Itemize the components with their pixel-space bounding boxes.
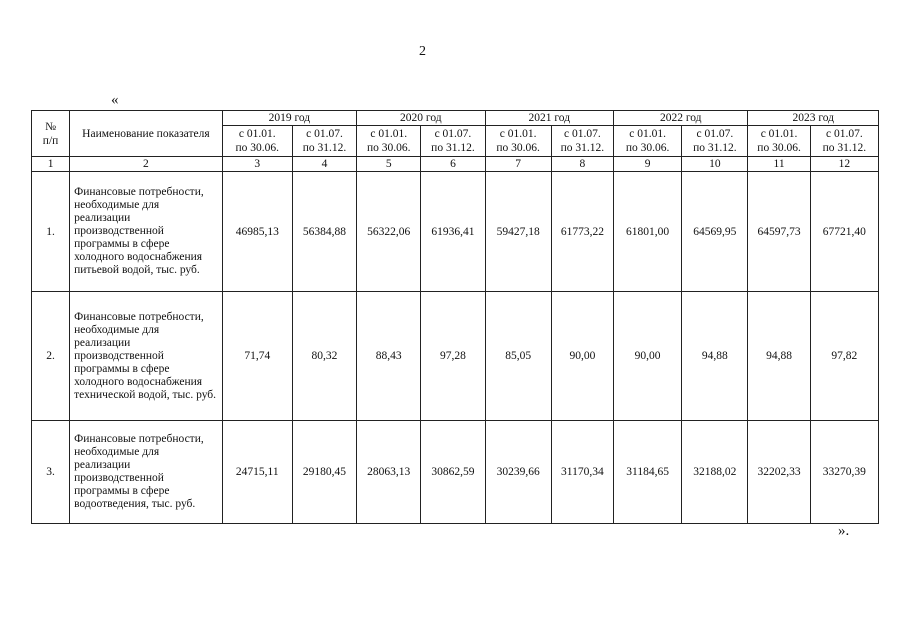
indicator-name: Финансовые потребности, необходимые для реализации производственной программы в сфере холодного водоснабжения технической водой, тыс. руб. [70, 292, 223, 421]
header-row-number-text: № п/п [42, 120, 59, 147]
value-cell: 46985,13 [222, 172, 292, 292]
header-year-2019: 2019 год [222, 111, 356, 126]
value-cell: 85,05 [485, 292, 551, 421]
column-number: 7 [485, 157, 551, 172]
header-period-first: с 01.01. по 30.06. [485, 126, 551, 157]
column-number: 1 [32, 157, 70, 172]
value-cell: 56384,88 [292, 172, 356, 292]
header-period-second: с 01.07. по 31.12. [682, 126, 748, 157]
value-cell: 56322,06 [357, 172, 421, 292]
column-number: 3 [222, 157, 292, 172]
value-cell: 97,82 [810, 292, 878, 421]
header-year-2022: 2022 год [614, 111, 748, 126]
column-number: 10 [682, 157, 748, 172]
value-cell: 90,00 [614, 292, 682, 421]
row-number: 1. [32, 172, 70, 292]
value-cell: 64597,73 [748, 172, 810, 292]
value-cell: 90,00 [551, 292, 613, 421]
column-number: 4 [292, 157, 356, 172]
financial-needs-table [31, 110, 879, 524]
value-cell: 94,88 [682, 292, 748, 421]
value-cell: 94,88 [748, 292, 810, 421]
row-number: 2. [32, 292, 70, 421]
value-cell: 31184,65 [614, 421, 682, 524]
header-period-first: с 01.01. по 30.06. [222, 126, 292, 157]
value-cell: 32202,33 [748, 421, 810, 524]
header-indicator-name: Наименование показателя [70, 111, 223, 157]
header-period-first: с 01.01. по 30.06. [614, 126, 682, 157]
column-number: 12 [810, 157, 878, 172]
table-row [32, 172, 879, 292]
opening-quote: « [111, 92, 119, 108]
indicator-name: Финансовые потребности, необходимые для реализации производственной программы в сфере водоотведения, тыс. руб. [70, 421, 223, 524]
value-cell: 61801,00 [614, 172, 682, 292]
value-cell: 32188,02 [682, 421, 748, 524]
value-cell: 61936,41 [421, 172, 485, 292]
header-period-second: с 01.07. по 31.12. [551, 126, 613, 157]
header-period-second: с 01.07. по 31.12. [421, 126, 485, 157]
indicator-name: Финансовые потребности, необходимые для реализации производственной программы в сфере холодного водоснабжения питьевой водой, тыс. руб. [70, 172, 223, 292]
row-number: 3. [32, 421, 70, 524]
value-cell: 88,43 [357, 292, 421, 421]
column-number: 8 [551, 157, 613, 172]
value-cell: 30239,66 [485, 421, 551, 524]
column-number: 2 [70, 157, 223, 172]
column-number: 6 [421, 157, 485, 172]
value-cell: 30862,59 [421, 421, 485, 524]
column-number: 5 [357, 157, 421, 172]
column-number: 9 [614, 157, 682, 172]
value-cell: 28063,13 [357, 421, 421, 524]
value-cell: 29180,45 [292, 421, 356, 524]
column-number: 11 [748, 157, 810, 172]
header-period-second: с 01.07. по 31.12. [292, 126, 356, 157]
value-cell: 71,74 [222, 292, 292, 421]
value-cell: 61773,22 [551, 172, 613, 292]
value-cell: 80,32 [292, 292, 356, 421]
header-year-2021: 2021 год [485, 111, 613, 126]
page-number: 2 [419, 44, 426, 59]
table-row [32, 421, 879, 524]
column-number-row [32, 157, 879, 172]
header-row-number [32, 111, 70, 157]
header-period-first: с 01.01. по 30.06. [748, 126, 810, 157]
value-cell: 31170,34 [551, 421, 613, 524]
header-year-2020: 2020 год [357, 111, 485, 126]
value-cell: 67721,40 [810, 172, 878, 292]
value-cell: 24715,11 [222, 421, 292, 524]
header-year-2023: 2023 год [748, 111, 879, 126]
closing-quote: ». [838, 523, 850, 539]
header-period-second: с 01.07. по 31.12. [810, 126, 878, 157]
table-row [32, 292, 879, 421]
value-cell: 64569,95 [682, 172, 748, 292]
value-cell: 97,28 [421, 292, 485, 421]
value-cell: 33270,39 [810, 421, 878, 524]
value-cell: 59427,18 [485, 172, 551, 292]
header-period-first: с 01.01. по 30.06. [357, 126, 421, 157]
